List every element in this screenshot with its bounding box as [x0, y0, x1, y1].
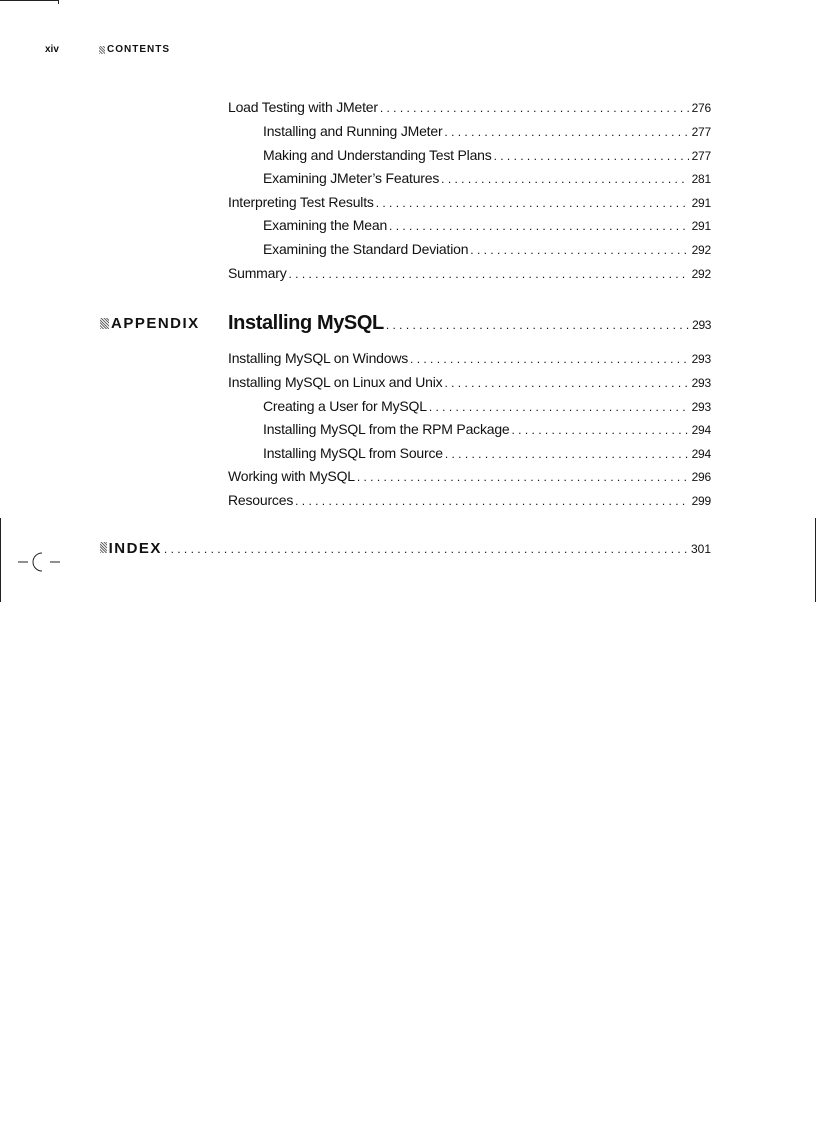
- dot-leader: [376, 196, 689, 210]
- dot-leader: [494, 149, 689, 163]
- toc-chapter-entry[interactable]: [228, 312, 711, 335]
- dot-leader: [386, 318, 689, 332]
- section-marker-icon: [99, 46, 105, 54]
- crop-mark-top: [0, 0, 58, 1]
- section-marker-icon: [100, 542, 107, 553]
- toc-entry-page: 277: [691, 125, 711, 139]
- toc-entry-page: 294: [691, 423, 711, 437]
- toc-entry[interactable]: [228, 374, 711, 390]
- trim-line-left: [0, 518, 1, 602]
- running-head-section: CONTENTS: [107, 44, 170, 55]
- toc-entry-page: 296: [691, 470, 711, 484]
- toc-entry-title: Installing MySQL from Source: [263, 445, 443, 461]
- dot-leader: [441, 172, 688, 186]
- dot-leader: [289, 267, 689, 281]
- toc-entry-title: Load Testing with JMeter: [228, 99, 378, 115]
- index-label: INDEX: [108, 540, 162, 557]
- dot-leader: [389, 219, 689, 233]
- toc-entry[interactable]: [228, 194, 711, 210]
- toc-entry-title: Summary: [228, 265, 287, 281]
- toc-entry-title: Installing MySQL on Windows: [228, 350, 409, 366]
- toc-entry-title: Examining the Mean: [263, 217, 388, 233]
- dot-leader: [445, 447, 689, 461]
- toc-entry-title: Examining JMeter’s Features: [263, 170, 440, 186]
- running-head: [45, 44, 170, 55]
- toc-entry-page: 293: [691, 400, 711, 414]
- toc-entry-page: 292: [691, 243, 711, 257]
- toc-entry[interactable]: [228, 265, 711, 281]
- page-folio: xiv: [45, 44, 59, 55]
- toc-entry[interactable]: [263, 445, 711, 461]
- toc-entry-page: 291: [691, 219, 711, 233]
- chapter-title: Installing MySQL: [228, 312, 384, 334]
- dot-leader: [410, 352, 689, 366]
- toc-entry-title: Installing MySQL on Linux and Unix: [228, 374, 443, 390]
- toc-entry-page: 291: [691, 196, 711, 210]
- toc-entry-page: 281: [691, 172, 711, 186]
- registration-mark-icon: [18, 548, 62, 574]
- toc-entry[interactable]: [228, 99, 711, 115]
- appendix-label: [100, 315, 200, 332]
- toc-entry[interactable]: [228, 350, 711, 366]
- dot-leader: [164, 542, 688, 556]
- toc-entry[interactable]: [263, 398, 711, 414]
- dot-leader: [380, 101, 689, 115]
- toc-entry-title: Resources: [228, 492, 294, 508]
- toc-entry-page: 276: [691, 101, 711, 115]
- section-marker-icon: [100, 318, 109, 329]
- appendix-label-text: APPENDIX: [111, 315, 200, 332]
- toc-entry-title: Creating a User for MySQL: [263, 398, 427, 414]
- dot-leader: [429, 400, 689, 414]
- dot-leader: [295, 494, 688, 508]
- dot-leader: [444, 376, 688, 390]
- toc-entry-title: Working with MySQL: [228, 468, 355, 484]
- toc-entry-page: 299: [691, 494, 711, 508]
- toc-entry[interactable]: [263, 147, 711, 163]
- toc-entry[interactable]: [263, 421, 711, 437]
- toc-entry-title: Installing and Running JMeter: [263, 123, 443, 139]
- toc-entry[interactable]: [263, 123, 711, 139]
- dot-leader: [470, 243, 688, 257]
- toc-index-entry[interactable]: [100, 540, 711, 557]
- toc-entry-title: Making and Understanding Test Plans: [263, 147, 492, 163]
- toc-entry[interactable]: [228, 468, 711, 484]
- toc-entry-page: 277: [691, 149, 711, 163]
- toc-entry-title: Installing MySQL from the RPM Package: [263, 421, 510, 437]
- toc-entry-page: 293: [691, 376, 711, 390]
- toc-entry[interactable]: [263, 241, 711, 257]
- toc-entry[interactable]: [263, 217, 711, 233]
- toc-entry-page: 293: [691, 352, 711, 366]
- toc-entry-page: 292: [691, 267, 711, 281]
- toc-entry-title: Examining the Standard Deviation: [263, 241, 469, 257]
- toc-entry-page: 294: [691, 447, 711, 461]
- chapter-page: 293: [692, 318, 711, 332]
- index-page: 301: [690, 542, 711, 556]
- toc-entry-title: Interpreting Test Results: [228, 194, 374, 210]
- toc-entry[interactable]: [228, 492, 711, 508]
- toc-entry[interactable]: [263, 170, 711, 186]
- crop-mark-top-tick: [58, 0, 59, 4]
- dot-leader: [444, 125, 688, 139]
- dot-leader: [357, 470, 689, 484]
- dot-leader: [512, 423, 689, 437]
